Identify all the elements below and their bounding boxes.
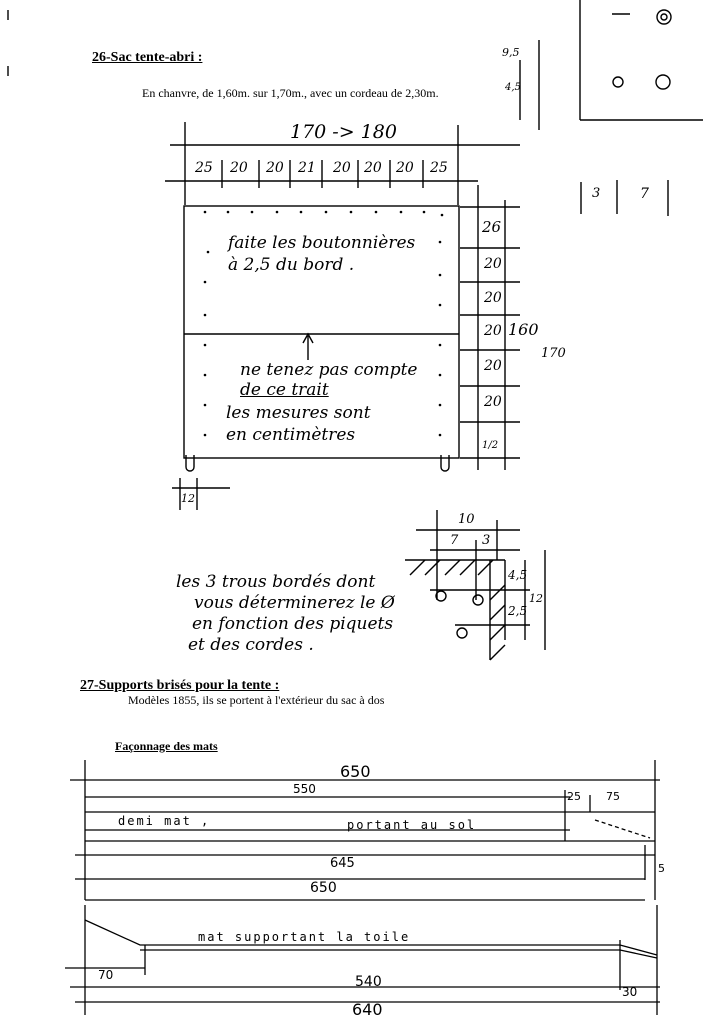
right-dim-3: 20 [484,290,502,306]
mast2-label: mat supportant la toile [198,930,411,944]
top-dim-6: 20 [364,160,382,176]
holes-note: les 3 trous bordés dont vous déterminerez le Ø en fonction des piquets et des cordes . [176,572,395,655]
units-note: les mesures sont en centimètres [226,403,371,445]
mast1-label-right: portant au sol [347,818,477,832]
total-height-dim: 160 [508,320,539,339]
margin-note-c: 3 [592,186,601,201]
mast2-total: 640 [352,1000,383,1019]
mast1-main-length: 550 [293,782,316,796]
mast1-label-left: demi mat , [118,814,211,828]
buttonhole-note: faite les boutonnières à 2,5 du bord . [228,233,416,275]
top-dim-5: 20 [333,160,351,176]
section-27-title: 27-Supports brisés pour la tente : [80,678,280,693]
section-27-description: Modèles 1855, ils se portent à l'extérieur du sac à dos [128,693,385,707]
trait-note: ne tenez pas compte de ce trait [240,360,418,400]
mast2-main-length: 540 [355,974,382,990]
mast2-left-length: 70 [98,968,114,982]
margin-note-d: 7 [640,186,649,202]
overall-width-dim: 170 -> 180 [290,121,397,143]
detail-dim-2-5: 2,5 [508,604,528,618]
detail-dim-12: 12 [529,592,543,605]
detail-dim-10: 10 [458,512,475,527]
section-26-description: En chanvre, de 1,60m. sur 1,70m., avec un cordeau de 2,30m. [142,86,439,100]
right-dim-5: 20 [484,358,502,374]
top-dim-3: 20 [266,160,284,176]
right-dim-4: 20 [484,323,502,339]
mast-subheading: Façonnage des mats [115,739,218,753]
mast1-small-b: 75 [606,790,620,803]
mast1-lower-length: 645 [330,856,355,871]
top-dim-2: 20 [230,160,248,176]
top-dim-7: 20 [396,160,414,176]
top-dim-1: 25 [195,160,213,176]
detail-dim-3: 3 [482,533,491,548]
section-26-title: 26-Sac tente-abri : [92,50,203,65]
margin-note-a: 4,5 [505,82,521,93]
mast2-end-length: 30 [622,985,638,999]
top-dim-4: 21 [298,160,316,176]
top-dim-8: 25 [430,160,448,176]
mast1-end-small: 5 [658,862,665,875]
right-dim-7: 1/2 [482,440,499,451]
right-dim-2: 20 [484,256,502,272]
bottom-dim: 12 [181,492,195,505]
right-dim-1: 26 [482,218,502,236]
mast1-top-total: 650 [340,762,371,781]
mast1-small-a: 25 [567,790,581,803]
detail-dim-4-5: 4,5 [508,568,528,582]
mast1-bottom-total: 650 [310,880,337,896]
total-height-alt-dim: 170 [541,346,566,361]
detail-dim-7: 7 [450,533,459,548]
right-dim-6: 20 [484,394,502,410]
margin-note-b: 9,5 [502,46,520,59]
